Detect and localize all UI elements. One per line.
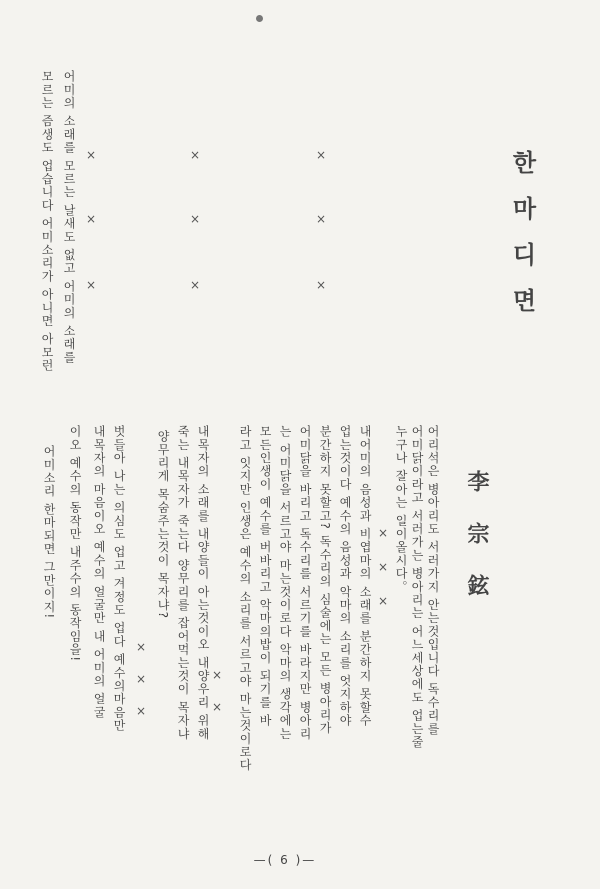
lower-column-12: 죽는 내목자가 죽는다 양무리를 잡어먹는것이 목자냐 [176,425,190,741]
divider-mark: × [136,704,147,718]
divider-mark: × [316,148,327,162]
divider-mark: × [316,278,327,292]
upper-column-1: 어미의 소래를 모르는 날새도 없고 어미의 소래를 [62,70,76,365]
divider-mark: × [212,700,223,714]
lower-column-8: 는 어미닭을 서르고야 마는것이로다 악마의 생각에는 [278,425,292,741]
lower-column-7: 어미닭을 바리고 독수리를 서르기를 바라지만 병아리 [298,425,312,741]
lower-column-10: 라고 잇지만 인생은 예수의 소리를 서르고야 마는것이로다 [238,425,252,772]
divider-mark: × [136,672,147,686]
divider-mark: × [86,212,97,226]
lower-column-2: 어미닭이라고 서러가는 병아리는 어느세상에도 업는줄 [410,425,424,749]
lower-column-17: 어미소리 한마되면 그만이지! [42,445,56,620]
divider-mark: × [136,640,147,654]
divider-mark: × [190,148,201,162]
divider-mark: × [190,278,201,292]
lower-column-16: 이오 예수의 동작만 내주수의 동작임을! [68,425,82,663]
lower-column-13: 양무리게 목숨주는것이 목자냐? [156,430,170,620]
lower-column-9: 모든인생이 예수를 버바리고 악마의밥이 되기를 바 [258,425,272,728]
lower-column-15: 내목자의 마음이오 예수의 얼굴만 내 어미의 얼굴 [92,425,106,720]
divider-mark: × [378,526,389,540]
divider-mark: × [316,212,327,226]
divider-mark: × [378,594,389,608]
lower-column-3: 누구나 잘아는 일이올시다。 [394,425,408,594]
upper-column-2: 모르는 즘생도 업습니다 어미소리가 아니면 아모런 [40,70,54,373]
lower-column-6: 분간하지 못할고? 독수리의 심술에는 모든 병아리가 [318,425,332,735]
page-title: 한마디면 [508,150,536,334]
divider-mark: × [378,560,389,574]
lower-column-1: 어리석은 병아리도 서러가지 안는것입니다 독수리를 [426,425,440,736]
divider-mark: × [86,278,97,292]
page-number: —( 6 )— [253,853,317,867]
author-name: 李宗鉉 [464,470,489,626]
lower-column-14: 벗들아 나는 의심도 업고 겨정도 업다 예수의마음만 [112,425,126,733]
ink-dot [256,15,263,22]
divider-mark: × [212,668,223,682]
divider-mark: × [86,148,97,162]
divider-mark: × [190,212,201,226]
lower-column-11: 내목자의 소래를 내양들이 아는것이오 내양우리 위해 [196,425,210,741]
lower-column-4: 내어미의 음성과 비엽마의 소래를 분간하지 못할수 [358,425,372,728]
lower-column-5: 업는것이다 예수의 음성과 악마의 소리를 엇지하야 [338,425,352,728]
